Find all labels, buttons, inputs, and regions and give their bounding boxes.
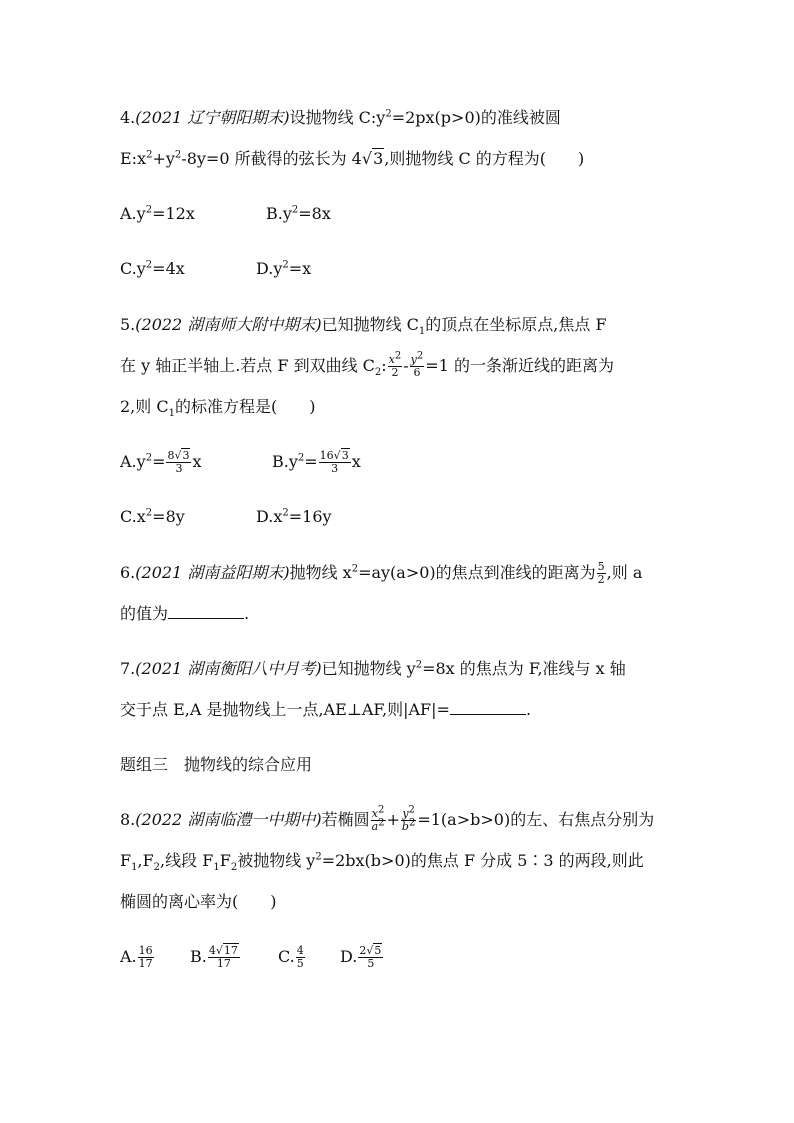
- q8-text: F: [219, 851, 231, 870]
- q4-text: E:x: [120, 149, 147, 168]
- section-heading: 题组三 抛物线的综合应用: [120, 755, 313, 774]
- q8-option-c: [278, 945, 306, 970]
- exp: 2: [377, 804, 385, 816]
- opt-text: =4x: [152, 259, 185, 278]
- q5-text: =1 的一条渐近线的距离为: [425, 356, 614, 375]
- answer-blank[interactable]: [168, 604, 244, 619]
- opt-text: C.y: [120, 259, 146, 278]
- opt-text: =: [304, 452, 318, 471]
- q8-source: (2022 湖南临澧一中期中): [135, 810, 322, 829]
- radicand: 3: [373, 149, 384, 168]
- fraction-y2-over-b2: [401, 804, 416, 833]
- q8-text: ,F: [137, 851, 154, 870]
- exp: 2: [378, 817, 385, 829]
- var: y: [402, 807, 409, 820]
- subscript: 2: [374, 367, 382, 379]
- exp: 2: [146, 149, 153, 161]
- opt-text: x: [351, 452, 361, 471]
- plus-sign: +: [386, 810, 400, 829]
- radicand: 5: [374, 944, 382, 957]
- q5-text: 的顶点在坐标原点,焦点 F: [425, 315, 607, 334]
- fraction: [166, 450, 191, 475]
- radicand: 3: [182, 449, 190, 462]
- exp: 2: [145, 259, 153, 271]
- q5-line-1: [120, 313, 607, 337]
- q4-text: =2px(p>0)的准线被圆: [391, 108, 561, 127]
- q4-line-1: [120, 106, 561, 130]
- numerator: 2: [359, 944, 367, 957]
- q5-text: 在 y 轴正半轴上.若点 F 到双曲线 C: [120, 356, 375, 375]
- q5-option-b: [272, 450, 361, 475]
- q8-number: 8.: [120, 810, 136, 829]
- opt-text: =: [152, 452, 166, 471]
- exp: 2: [408, 804, 415, 816]
- exp: 2: [416, 350, 424, 362]
- radical-sign: √: [215, 944, 223, 957]
- q8-text: 被抛物线 y: [237, 851, 316, 870]
- exp: 2: [297, 452, 305, 464]
- opt-text: D.x: [256, 507, 283, 526]
- q4-line-2: [120, 147, 584, 171]
- q5-text: 的标准方程是( ): [174, 397, 316, 416]
- q5-text: :: [381, 356, 387, 375]
- q7-line-1: [120, 657, 626, 681]
- fraction: [208, 945, 240, 970]
- q6-text: 抛物线 x: [289, 563, 352, 582]
- opt-text: A.: [120, 947, 137, 966]
- q5-text: 2,则 C: [120, 397, 169, 416]
- denominator: 17: [138, 957, 153, 970]
- q7-text: .: [525, 700, 532, 719]
- var: y: [410, 353, 417, 366]
- exp: 2: [385, 108, 392, 120]
- q4-number: 4.: [120, 108, 136, 127]
- q4-option-d: [256, 257, 311, 281]
- q4-option-a: [120, 202, 195, 226]
- exp: 2: [145, 204, 153, 216]
- q4-source: (2021 辽宁朝阳期末): [135, 108, 290, 127]
- numerator: 8: [167, 449, 175, 462]
- q4-text: 设抛物线 C:y: [289, 108, 386, 127]
- q7-source: (2021 湖南衡阳八中月考): [135, 659, 322, 678]
- denominator: 3: [175, 462, 183, 475]
- opt-text: B.y: [266, 204, 292, 223]
- fraction-5-over-2: [597, 561, 606, 586]
- q8-text: ,线段 F: [160, 851, 214, 870]
- subscript: 1: [168, 408, 175, 420]
- q5-source: (2022 湖南师大附中期末): [135, 315, 322, 334]
- subscript: 1: [131, 862, 138, 874]
- q5-text: 已知抛物线 C: [321, 315, 419, 334]
- exp: 2: [408, 817, 416, 829]
- var: a: [371, 820, 379, 833]
- denominator: 2: [391, 366, 399, 379]
- radical-sign: √: [366, 944, 374, 957]
- q5-line-2: [120, 350, 614, 379]
- q7-line-2: [120, 698, 531, 722]
- q8-text: 椭圆的离心率为( ): [120, 892, 277, 911]
- numerator: 4: [208, 944, 216, 957]
- var: x: [388, 353, 395, 366]
- opt-text: x: [192, 452, 202, 471]
- q6-line-1: [120, 561, 642, 585]
- numerator: 16: [319, 449, 334, 462]
- exp: 2: [145, 507, 153, 519]
- radical-sign: √: [333, 449, 341, 462]
- var: x: [371, 807, 378, 820]
- exp: 2: [394, 350, 402, 362]
- q6-text: =ay(a>0)的焦点到准线的距离为: [358, 563, 596, 582]
- radicand: 17: [223, 944, 238, 957]
- q8-option-b: [190, 945, 241, 970]
- q7-text: =8x 的焦点为 F,准线与 x 轴: [422, 659, 626, 678]
- sqrt-3: [362, 147, 384, 171]
- q8-text: 若椭圆: [321, 810, 370, 829]
- exp: 2: [282, 507, 289, 519]
- q4-option-b: [266, 202, 331, 226]
- q5-number: 5.: [120, 315, 136, 334]
- radical-sign: √: [174, 449, 182, 462]
- q5-option-c: [120, 505, 185, 529]
- opt-text: =x: [288, 259, 312, 278]
- q8-option-d: [340, 945, 384, 970]
- q6-text: 的值为: [120, 604, 169, 623]
- exp: 2: [351, 563, 359, 575]
- q6-source: (2021 湖南益阳期末): [135, 563, 290, 582]
- fraction: [138, 945, 154, 970]
- q8-text: =2bx(b>0)的焦点 F 分成 5∶3 的两段,则此: [321, 851, 644, 870]
- q8-line-3: [120, 890, 277, 914]
- exp: 2: [282, 259, 289, 271]
- opt-text: =16y: [288, 507, 332, 526]
- q8-option-a: [120, 945, 155, 970]
- subscript: 2: [153, 862, 161, 874]
- numerator: 16: [138, 944, 153, 957]
- q4-text: ,则抛物线 C 的方程为( ): [384, 149, 585, 168]
- fraction-x2-over-a2: [371, 804, 386, 833]
- q8-text: F: [120, 851, 132, 870]
- denominator: 5: [367, 957, 375, 970]
- numerator: 5: [597, 560, 605, 573]
- q8-text: =1(a>b>0)的左、右焦点分别为: [417, 810, 655, 829]
- q7-text: 交于点 E,A 是抛物线上一点,AE⊥AF,则|AF|=: [120, 700, 450, 719]
- numerator: 4: [296, 944, 304, 957]
- subscript: 1: [418, 326, 426, 338]
- opt-text: D.: [340, 947, 358, 966]
- denominator: 2: [597, 573, 605, 586]
- q6-text: .: [244, 604, 250, 623]
- fraction-y2-over-6: [410, 350, 425, 379]
- q5-line-3: [120, 395, 315, 419]
- exp: 2: [415, 659, 423, 671]
- minus-sign: -: [403, 356, 409, 375]
- q6-text: ,则 a: [606, 563, 643, 582]
- opt-text: C.x: [120, 507, 146, 526]
- fraction: [296, 945, 305, 970]
- q8-line-2: [120, 849, 644, 873]
- q8-line-1: [120, 804, 655, 833]
- opt-text: =8x: [298, 204, 331, 223]
- subscript: 2: [230, 862, 238, 874]
- denominator: 6: [413, 366, 421, 379]
- opt-text: D.y: [256, 259, 283, 278]
- q5-option-a: [120, 450, 202, 475]
- opt-text: =12x: [152, 204, 195, 223]
- radicand: 3: [341, 449, 349, 462]
- opt-text: =8y: [152, 507, 185, 526]
- denominator: 17: [216, 957, 231, 970]
- opt-text: B.y: [272, 452, 298, 471]
- q4-text: +y: [152, 149, 175, 168]
- fraction-x2-over-2: [388, 350, 403, 379]
- opt-text: B.: [190, 947, 207, 966]
- radical-sign: √: [361, 149, 373, 168]
- answer-blank[interactable]: [450, 700, 526, 715]
- exp: 2: [145, 452, 153, 464]
- exp: 2: [174, 149, 182, 161]
- denominator: 3: [331, 462, 339, 475]
- q7-number: 7.: [120, 659, 136, 678]
- q4-text: -8y=0 所截得的弦长为 4: [181, 149, 362, 168]
- fraction: [319, 450, 351, 475]
- denominator: 5: [296, 957, 304, 970]
- exp: 2: [291, 204, 299, 216]
- q7-text: 已知抛物线 y: [321, 659, 416, 678]
- var: b: [401, 820, 409, 833]
- opt-text: A.y: [120, 452, 146, 471]
- opt-text: C.: [278, 947, 295, 966]
- q4-option-c: [120, 257, 185, 281]
- exp: 2: [315, 851, 322, 863]
- opt-text: A.y: [120, 204, 146, 223]
- fraction: [358, 945, 383, 970]
- q6-number: 6.: [120, 563, 136, 582]
- q6-line-2: [120, 602, 249, 626]
- q5-option-d: [256, 505, 332, 529]
- subscript: 1: [213, 862, 220, 874]
